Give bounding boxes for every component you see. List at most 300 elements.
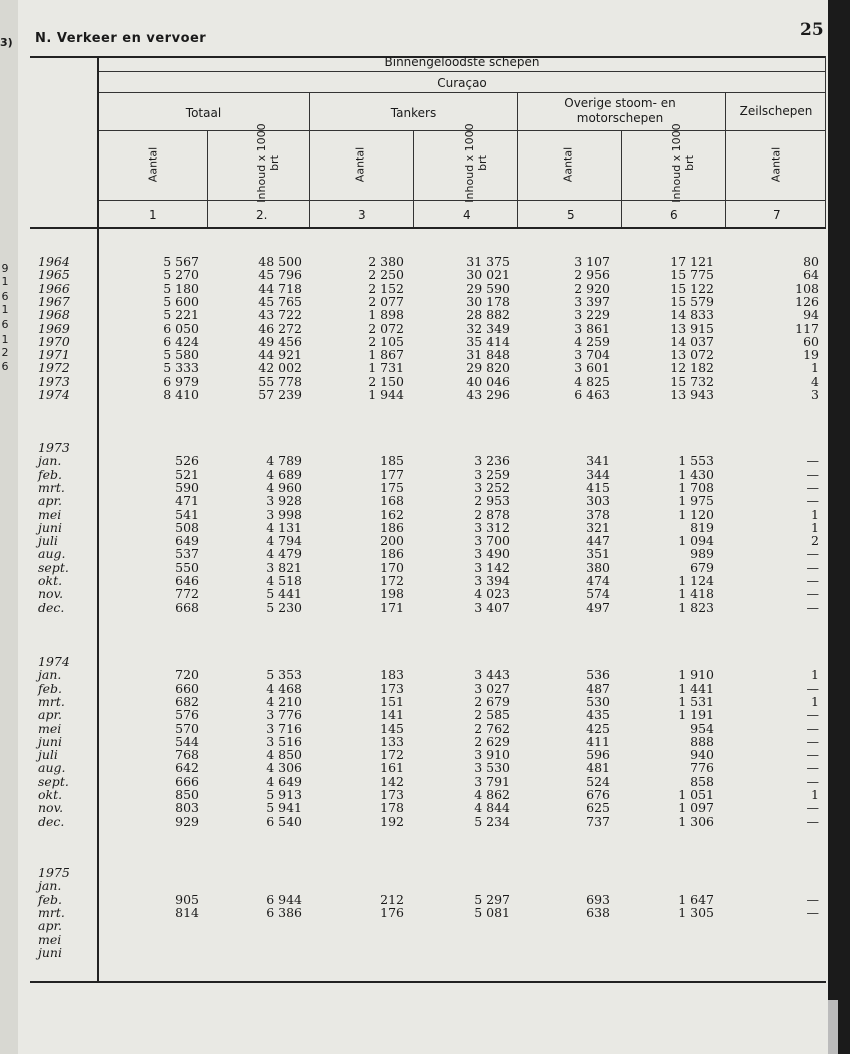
table-cell-col7: — bbox=[806, 599, 819, 615]
table-cell-col4: 31 375 bbox=[466, 254, 510, 269]
table-cell-col2: 4 306 bbox=[266, 760, 302, 776]
table-cell-col1: 642 bbox=[175, 760, 199, 776]
table-cell-col1: 6 979 bbox=[163, 373, 199, 389]
table-cell-col1: 6 050 bbox=[163, 320, 199, 336]
table-cell-col7: — bbox=[806, 493, 819, 509]
table-cell-col3: 151 bbox=[380, 693, 404, 709]
row-label: mei bbox=[38, 506, 62, 522]
table-cell-col6: 1 305 bbox=[678, 904, 714, 920]
table-cell-col1: 668 bbox=[175, 599, 199, 615]
row-label: 1967 bbox=[38, 293, 70, 309]
header-sub: Curaçao bbox=[437, 76, 487, 90]
table-cell-col4: 3 312 bbox=[474, 519, 510, 535]
table-cell-col4: 3 490 bbox=[474, 546, 510, 562]
row-label: juni bbox=[38, 519, 62, 535]
row-label: jan. bbox=[38, 878, 62, 894]
table-cell-col3: 186 bbox=[380, 546, 404, 562]
table-cell-col6: 1 120 bbox=[678, 506, 714, 522]
table-cell-col6: 17 121 bbox=[670, 254, 714, 269]
table-cell-col3: 161 bbox=[380, 760, 404, 776]
rule-bottom bbox=[30, 981, 826, 983]
table-cell-col3: 192 bbox=[380, 813, 404, 829]
table-cell-col4: 3 252 bbox=[474, 479, 510, 495]
table-cell-col4: 2 679 bbox=[474, 693, 510, 709]
table-cell-col3: 178 bbox=[380, 800, 404, 816]
table-cell-col7: — bbox=[806, 586, 819, 602]
table-cell-col5: 596 bbox=[586, 747, 610, 763]
table-cell-col2: 4 518 bbox=[266, 573, 302, 588]
rule-header-bottom bbox=[30, 227, 826, 229]
row-label: dec. bbox=[38, 813, 65, 829]
col-header-aantal-5: Aantal bbox=[561, 146, 575, 183]
table-cell-col1: 5 180 bbox=[163, 280, 199, 296]
table-cell-col5: 3 107 bbox=[574, 254, 610, 269]
table-cell-col7: 60 bbox=[803, 333, 819, 349]
left-strip-digit: 1 bbox=[1, 275, 9, 288]
group-zeilschepen: Zeilschepen bbox=[739, 104, 813, 118]
table-cell-col6: 989 bbox=[690, 546, 714, 562]
table-cell-col4: 35 414 bbox=[466, 333, 510, 349]
row-label: juli bbox=[38, 747, 58, 763]
table-cell-col1: 521 bbox=[175, 466, 199, 482]
table-cell-col6: 14 037 bbox=[670, 333, 714, 349]
table-cell-col6: 940 bbox=[690, 747, 714, 763]
table-cell-col3: 2 380 bbox=[368, 254, 404, 269]
table-cell-col2: 5 353 bbox=[266, 667, 302, 683]
row-label: feb. bbox=[38, 466, 62, 482]
row-label: aug. bbox=[38, 760, 66, 776]
table-cell-col5: 3 229 bbox=[574, 307, 610, 323]
table-cell-col6: 14 833 bbox=[670, 307, 714, 323]
table-cell-col6: 888 bbox=[690, 733, 714, 749]
table-cell-col1: 550 bbox=[175, 559, 199, 575]
row-label: 1964 bbox=[38, 254, 70, 269]
vrule-sub3 bbox=[621, 130, 622, 227]
table-cell-col2: 4 789 bbox=[266, 453, 302, 469]
row-label: 1971 bbox=[38, 347, 70, 363]
table-cell-col4: 3 910 bbox=[474, 747, 510, 763]
table-cell-col1: 537 bbox=[175, 546, 199, 562]
group-overige: Overige stoom- en motorschepen bbox=[564, 96, 676, 125]
table-cell-col2: 3 516 bbox=[266, 733, 302, 749]
table-cell-col7: 108 bbox=[795, 280, 819, 296]
table-cell-col1: 850 bbox=[175, 787, 199, 802]
table-cell-col5: 3 704 bbox=[574, 347, 610, 363]
table-cell-col6: 1 708 bbox=[678, 479, 714, 495]
table-cell-col2: 3 821 bbox=[266, 559, 302, 575]
table-cell-col2: 49 456 bbox=[258, 333, 302, 349]
table-cell-col7: — bbox=[806, 813, 819, 829]
col-number-6: 6 bbox=[670, 208, 678, 222]
table-cell-col4: 31 848 bbox=[466, 347, 510, 363]
row-label: 1968 bbox=[38, 307, 70, 323]
table-cell-col5: 524 bbox=[586, 773, 610, 789]
table-cell-col3: 142 bbox=[380, 773, 404, 789]
table-cell-col7: 3 bbox=[811, 387, 819, 402]
vrule-sub1 bbox=[207, 130, 208, 227]
table-cell-col5: 2 920 bbox=[574, 280, 610, 296]
table-cell-col6: 15 122 bbox=[670, 280, 714, 296]
table-cell-col2: 43 722 bbox=[258, 307, 302, 323]
table-cell-col4: 3 791 bbox=[474, 773, 510, 789]
col-header-inhoud-4: Inhoud x 1000 brt bbox=[463, 123, 489, 203]
table-cell-col4: 2 585 bbox=[474, 707, 510, 723]
table-cell-col1: 905 bbox=[175, 891, 199, 907]
row-label: 1973 bbox=[38, 373, 70, 389]
table-cell-col1: 768 bbox=[175, 747, 199, 763]
col-number-4: 4 bbox=[463, 208, 471, 222]
group-tankers: Tankers bbox=[390, 106, 437, 120]
table-cell-col3: 172 bbox=[380, 573, 404, 588]
row-label: 1970 bbox=[38, 333, 70, 349]
table-cell-col3: 1 731 bbox=[368, 360, 404, 376]
block-year-heading: 1973 bbox=[38, 440, 70, 455]
table-cell-col6: 1 430 bbox=[678, 466, 714, 482]
table-cell-col5: 3 397 bbox=[574, 293, 610, 309]
row-label: mrt. bbox=[38, 904, 65, 920]
row-label: okt. bbox=[38, 573, 63, 588]
table-cell-col7: — bbox=[806, 747, 819, 763]
col-header-aantal-1: Aantal bbox=[146, 146, 160, 183]
table-cell-col3: 173 bbox=[380, 787, 404, 802]
row-label: nov. bbox=[38, 800, 64, 816]
table-cell-col2: 57 239 bbox=[258, 387, 302, 402]
table-cell-col4: 5 081 bbox=[474, 904, 510, 920]
table-cell-col4: 2 878 bbox=[474, 506, 510, 522]
table-cell-col3: 200 bbox=[380, 533, 404, 549]
table-cell-col4: 3 142 bbox=[474, 559, 510, 575]
table-cell-col4: 28 882 bbox=[466, 307, 510, 323]
table-cell-col5: 497 bbox=[586, 599, 610, 615]
table-cell-col7: — bbox=[806, 680, 819, 696]
table-cell-col1: 5 600 bbox=[163, 293, 199, 309]
table-cell-col2: 5 441 bbox=[266, 586, 302, 602]
table-cell-col7: — bbox=[806, 800, 819, 816]
table-cell-col6: 776 bbox=[690, 760, 714, 776]
table-cell-col1: 576 bbox=[175, 707, 199, 723]
table-cell-col6: 1 441 bbox=[678, 680, 714, 696]
table-cell-col3: 212 bbox=[380, 891, 404, 907]
table-cell-col6: 1 051 bbox=[678, 787, 714, 802]
table-cell-col5: 6 463 bbox=[574, 387, 610, 402]
table-cell-col4: 3 259 bbox=[474, 466, 510, 482]
table-cell-col6: 954 bbox=[690, 720, 714, 736]
table-cell-col2: 4 131 bbox=[266, 519, 302, 535]
table-cell-col1: 5 580 bbox=[163, 347, 199, 363]
table-cell-col6: 1 975 bbox=[678, 493, 714, 509]
col-number-1: 1 bbox=[149, 208, 157, 222]
table-cell-col1: 929 bbox=[175, 813, 199, 829]
table-cell-col3: 172 bbox=[380, 747, 404, 763]
table-cell-col3: 2 072 bbox=[368, 320, 404, 336]
row-label: mei bbox=[38, 720, 62, 736]
table-cell-col3: 133 bbox=[380, 733, 404, 749]
table-cell-col6: 1 910 bbox=[678, 667, 714, 683]
table-cell-col2: 4 850 bbox=[266, 747, 302, 763]
row-label: 1972 bbox=[38, 360, 70, 376]
table-cell-col2: 42 002 bbox=[258, 360, 302, 376]
table-cell-col1: 682 bbox=[175, 693, 199, 709]
table-cell-col4: 4 023 bbox=[474, 586, 510, 602]
table-cell-col7: — bbox=[806, 559, 819, 575]
table-cell-col5: 536 bbox=[586, 667, 610, 683]
table-cell-col1: 541 bbox=[175, 506, 199, 522]
table-cell-col6: 13 072 bbox=[670, 347, 714, 363]
row-label: jan. bbox=[38, 667, 62, 683]
table-cell-col7: — bbox=[806, 760, 819, 776]
col-header-aantal-3: Aantal bbox=[353, 146, 367, 183]
table-cell-col4: 40 046 bbox=[466, 373, 510, 389]
left-strip-digit: 2 bbox=[1, 346, 9, 359]
table-cell-col6: 1 097 bbox=[678, 800, 714, 816]
table-cell-col7: 2 bbox=[811, 533, 819, 549]
table-cell-col7: — bbox=[806, 466, 819, 482]
table-cell-col2: 4 960 bbox=[266, 479, 302, 495]
table-cell-col6: 1 306 bbox=[678, 813, 714, 829]
row-label: mrt. bbox=[38, 693, 65, 709]
row-label: jan. bbox=[38, 453, 62, 469]
table-cell-col2: 46 272 bbox=[258, 320, 302, 336]
col-number-2: 2. bbox=[256, 208, 268, 222]
col-header-inhoud-2: Inhoud x 1000 brt bbox=[255, 123, 281, 203]
table-cell-col6: 858 bbox=[690, 773, 714, 789]
table-cell-col5: 481 bbox=[586, 760, 610, 776]
table-cell-col5: 435 bbox=[586, 707, 610, 723]
table-cell-col7: — bbox=[806, 773, 819, 789]
table-cell-col3: 2 152 bbox=[368, 280, 404, 296]
table-cell-col3: 1 867 bbox=[368, 347, 404, 363]
table-cell-col7: — bbox=[806, 904, 819, 920]
table-cell-col3: 2 105 bbox=[368, 333, 404, 349]
table-cell-col3: 183 bbox=[380, 667, 404, 683]
table-cell-col1: 5 270 bbox=[163, 267, 199, 283]
row-label: nov. bbox=[38, 586, 64, 602]
table-cell-col2: 4 689 bbox=[266, 466, 302, 482]
left-strip-digit: 6 bbox=[1, 360, 9, 373]
table-cell-col7: 1 bbox=[811, 519, 819, 535]
table-cell-col2: 44 718 bbox=[258, 280, 302, 296]
row-label: mrt. bbox=[38, 479, 65, 495]
table-cell-col3: 177 bbox=[380, 466, 404, 482]
row-label: apr. bbox=[38, 918, 63, 934]
table-cell-col3: 198 bbox=[380, 586, 404, 602]
table-cell-col3: 176 bbox=[380, 904, 404, 920]
previous-page-edge bbox=[0, 0, 19, 1054]
table-cell-col2: 3 998 bbox=[266, 506, 302, 522]
table-cell-col2: 45 796 bbox=[258, 267, 302, 283]
table-cell-col6: 1 124 bbox=[678, 573, 714, 588]
row-label: dec. bbox=[38, 599, 65, 615]
table-cell-col7: 80 bbox=[803, 254, 819, 269]
table-cell-col5: 4 259 bbox=[574, 333, 610, 349]
group-totaal: Totaal bbox=[185, 106, 222, 120]
vrule-stub bbox=[97, 56, 99, 981]
table-cell-col5: 380 bbox=[586, 559, 610, 575]
table-cell-col1: 526 bbox=[175, 453, 199, 469]
row-label: sept. bbox=[38, 559, 69, 575]
page-gutter bbox=[828, 0, 850, 1054]
table-cell-col3: 145 bbox=[380, 720, 404, 736]
table-cell-col2: 6 540 bbox=[266, 813, 302, 829]
table-cell-col3: 141 bbox=[380, 707, 404, 723]
table-cell-col7: — bbox=[806, 733, 819, 749]
table-cell-col1: 508 bbox=[175, 519, 199, 535]
table-cell-col4: 29 590 bbox=[466, 280, 510, 296]
table-cell-col2: 45 765 bbox=[258, 293, 302, 309]
table-cell-col2: 4 479 bbox=[266, 546, 302, 562]
table-cell-col4: 43 296 bbox=[466, 387, 510, 402]
table-cell-col5: 3 601 bbox=[574, 360, 610, 376]
col-header-inhoud-6: Inhoud x 1000 brt bbox=[670, 123, 696, 203]
table-cell-col7: 4 bbox=[811, 373, 819, 389]
col-number-5: 5 bbox=[567, 208, 575, 222]
row-label: feb. bbox=[38, 680, 62, 696]
table-cell-col6: 1 553 bbox=[678, 453, 714, 469]
table-cell-col5: 737 bbox=[586, 813, 610, 829]
table-cell-col5: 411 bbox=[586, 733, 610, 749]
table-cell-col1: 5 567 bbox=[163, 254, 199, 269]
row-label: apr. bbox=[38, 493, 63, 509]
table-cell-col5: 303 bbox=[586, 493, 610, 509]
table-cell-col1: 471 bbox=[175, 493, 199, 509]
table-cell-col7: — bbox=[806, 453, 819, 469]
section-title: N. Verkeer en vervoer bbox=[35, 31, 207, 46]
row-label: aug. bbox=[38, 546, 66, 562]
table-cell-col2: 5 230 bbox=[266, 599, 302, 615]
table-cell-col6: 13 943 bbox=[670, 387, 714, 402]
table-cell-col4: 5 234 bbox=[474, 813, 510, 829]
table-cell-col1: 646 bbox=[175, 573, 199, 588]
table-cell-col7: 1 bbox=[811, 667, 819, 683]
table-cell-col3: 2 077 bbox=[368, 293, 404, 309]
table-cell-col4: 2 629 bbox=[474, 733, 510, 749]
row-label: mei bbox=[38, 931, 62, 947]
table-cell-col2: 6 944 bbox=[266, 891, 302, 907]
rule-1 bbox=[98, 71, 826, 72]
table-cell-col5: 574 bbox=[586, 586, 610, 602]
row-label: feb. bbox=[38, 891, 62, 907]
table-cell-col3: 185 bbox=[380, 453, 404, 469]
table-cell-col4: 3 700 bbox=[474, 533, 510, 549]
table-cell-col1: 666 bbox=[175, 773, 199, 789]
table-cell-col1: 6 424 bbox=[163, 333, 199, 349]
table-cell-col7: 117 bbox=[795, 320, 819, 336]
table-cell-col6: 12 182 bbox=[670, 360, 714, 376]
block-year-heading: 1975 bbox=[38, 865, 70, 880]
row-label: okt. bbox=[38, 787, 63, 802]
table-cell-col3: 1 898 bbox=[368, 307, 404, 323]
rule-2 bbox=[98, 92, 826, 93]
table-cell-col6: 819 bbox=[690, 519, 714, 535]
table-cell-col7: 1 bbox=[811, 360, 819, 376]
table-cell-col5: 447 bbox=[586, 533, 610, 549]
left-strip-digit: 1 bbox=[1, 303, 9, 316]
left-strip-digit: 1 bbox=[1, 333, 9, 346]
table-cell-col6: 1 191 bbox=[678, 707, 714, 723]
table-cell-col5: 425 bbox=[586, 720, 610, 736]
col-number-7: 7 bbox=[773, 208, 781, 222]
table-cell-col4: 3 443 bbox=[474, 667, 510, 683]
left-strip-digit: 6 bbox=[1, 318, 9, 331]
table-cell-col2: 4 794 bbox=[266, 533, 302, 549]
table-cell-col2: 3 716 bbox=[266, 720, 302, 736]
table-cell-col4: 3 027 bbox=[474, 680, 510, 696]
table-cell-col3: 173 bbox=[380, 680, 404, 696]
table-cell-col4: 5 297 bbox=[474, 891, 510, 907]
table-cell-col2: 4 649 bbox=[266, 773, 302, 789]
table-cell-col7: — bbox=[806, 479, 819, 495]
table-cell-col7: 126 bbox=[795, 293, 819, 309]
table-cell-col2: 5 913 bbox=[266, 787, 302, 802]
table-cell-col1: 660 bbox=[175, 680, 199, 696]
table-cell-col5: 693 bbox=[586, 891, 610, 907]
table-cell-col3: 162 bbox=[380, 506, 404, 522]
table-cell-col6: 679 bbox=[690, 559, 714, 575]
table-cell-col4: 3 394 bbox=[474, 573, 510, 588]
table-cell-col5: 676 bbox=[586, 787, 610, 802]
row-label: 1966 bbox=[38, 280, 70, 296]
table-cell-col6: 1 647 bbox=[678, 891, 714, 907]
table-cell-col2: 4 468 bbox=[266, 680, 302, 696]
table-cell-col4: 30 178 bbox=[466, 293, 510, 309]
table-cell-col6: 15 775 bbox=[670, 267, 714, 283]
table-cell-col5: 321 bbox=[586, 519, 610, 535]
table-cell-col7: 1 bbox=[811, 506, 819, 522]
vrule-b bbox=[517, 92, 518, 227]
table-cell-col1: 720 bbox=[175, 667, 199, 683]
table-cell-col3: 168 bbox=[380, 493, 404, 509]
table-cell-col1: 649 bbox=[175, 533, 199, 549]
row-label: 1969 bbox=[38, 320, 70, 336]
table-cell-col3: 2 250 bbox=[368, 267, 404, 283]
table-cell-col5: 474 bbox=[586, 573, 610, 588]
table-cell-col2: 55 778 bbox=[258, 373, 302, 389]
row-label: juli bbox=[38, 533, 58, 549]
table-cell-col7: 1 bbox=[811, 693, 819, 709]
table-cell-col4: 2 953 bbox=[474, 493, 510, 509]
table-cell-col4: 3 407 bbox=[474, 599, 510, 615]
table-cell-col5: 2 956 bbox=[574, 267, 610, 283]
table-cell-col6: 13 915 bbox=[670, 320, 714, 336]
table-cell-col1: 803 bbox=[175, 800, 199, 816]
table-cell-col2: 48 500 bbox=[258, 254, 302, 269]
table-cell-col1: 5 221 bbox=[163, 307, 199, 323]
table-cell-col4: 32 349 bbox=[466, 320, 510, 336]
table-cell-col1: 814 bbox=[175, 904, 199, 920]
table-cell-col4: 4 844 bbox=[474, 800, 510, 816]
table-cell-col1: 544 bbox=[175, 733, 199, 749]
table-cell-col5: 341 bbox=[586, 453, 610, 469]
row-label: juni bbox=[38, 944, 62, 960]
row-label: 1974 bbox=[38, 387, 70, 402]
table-cell-col6: 1 823 bbox=[678, 599, 714, 615]
table-cell-col7: — bbox=[806, 573, 819, 588]
table-cell-col7: — bbox=[806, 720, 819, 736]
margin-fragment: 3) bbox=[0, 36, 13, 49]
table-cell-col5: 344 bbox=[586, 466, 610, 482]
table-cell-col2: 44 921 bbox=[258, 347, 302, 363]
table-cell-col4: 4 862 bbox=[474, 787, 510, 802]
table-cell-col7: — bbox=[806, 707, 819, 723]
table-cell-col5: 3 861 bbox=[574, 320, 610, 336]
table-cell-col5: 625 bbox=[586, 800, 610, 816]
table-cell-col3: 175 bbox=[380, 479, 404, 495]
table-cell-col5: 4 825 bbox=[574, 373, 610, 389]
table-cell-col7: 1 bbox=[811, 787, 819, 802]
col-header-aantal-7: Aantal bbox=[769, 146, 783, 183]
table-cell-col1: 772 bbox=[175, 586, 199, 602]
table-cell-col2: 3 928 bbox=[266, 493, 302, 509]
